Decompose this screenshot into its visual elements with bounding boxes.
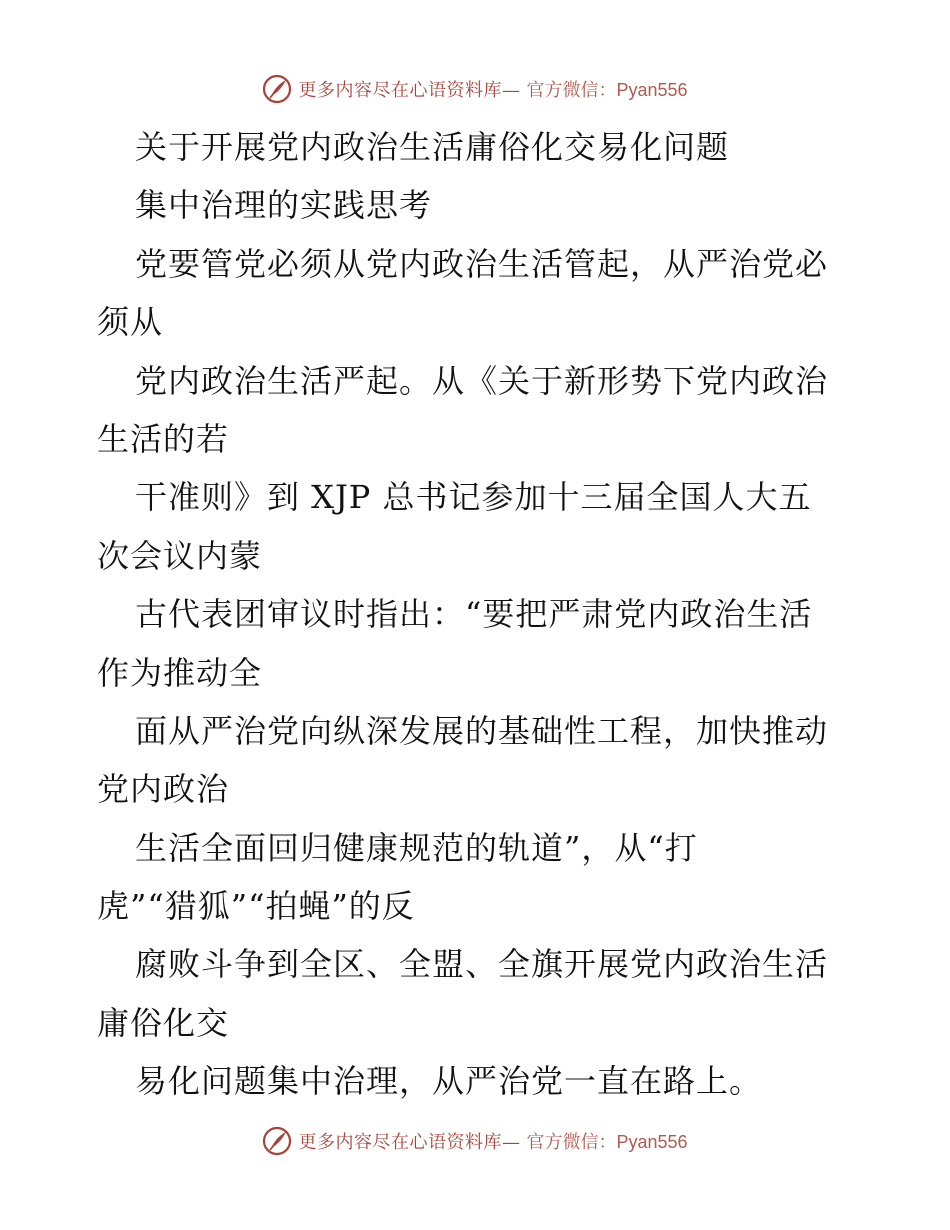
document-body [97,118,857,1111]
text-line: 生活全面回归健康规范的轨道”，从“打 [135,828,698,867]
header-banner-wechat: 官方微信：Pyan556 [526,80,688,100]
footer-banner [0,1124,950,1158]
text-line: 次会议内蒙 [97,536,263,575]
text-line: 作为推动全 [97,653,263,692]
text-line: 党内政治生活严起。从《关于新形势下党内政治 [135,361,829,400]
footer-banner-text: 更多内容尽在心语资料库— [298,1132,521,1153]
feather-pen-logo-icon [262,74,292,104]
text-line: 庸俗化交 [97,1003,230,1042]
footer-banner-wechat: 官方微信：Pyan556 [526,1132,688,1152]
text-line: 易化问题集中治理，从严治党一直在路上。 [135,1062,763,1101]
header-banner-text: 更多内容尽在心语资料库— [298,80,521,101]
text-line: 党内政治 [97,770,230,809]
text-line: 面从严治党向纵深发展的基础性工程，加快推动 [135,711,829,750]
text-line: 干准则》到 XJP 总书记参加十三届全国人大五 [135,478,812,517]
text-line: 集中治理的实践思考 [135,186,433,225]
header-banner [0,72,950,106]
text-line: 腐败斗争到全区、全盟、全旗开展党内政治生活 [135,945,829,984]
feather-pen-logo-icon [262,1126,292,1156]
text-line: 党要管党必须从党内政治生活管起，从严治党必 [135,244,829,283]
text-line: 生活的若 [97,419,230,458]
text-line: 关于开展党内政治生活庸俗化交易化问题 [135,128,730,166]
text-line: 须从 [97,303,164,342]
text-line: 虎”“猎狐”“拍蝇”的反 [97,887,415,926]
text-line: 古代表团审议时指出：“要把严肃党内政治生活 [135,595,813,634]
